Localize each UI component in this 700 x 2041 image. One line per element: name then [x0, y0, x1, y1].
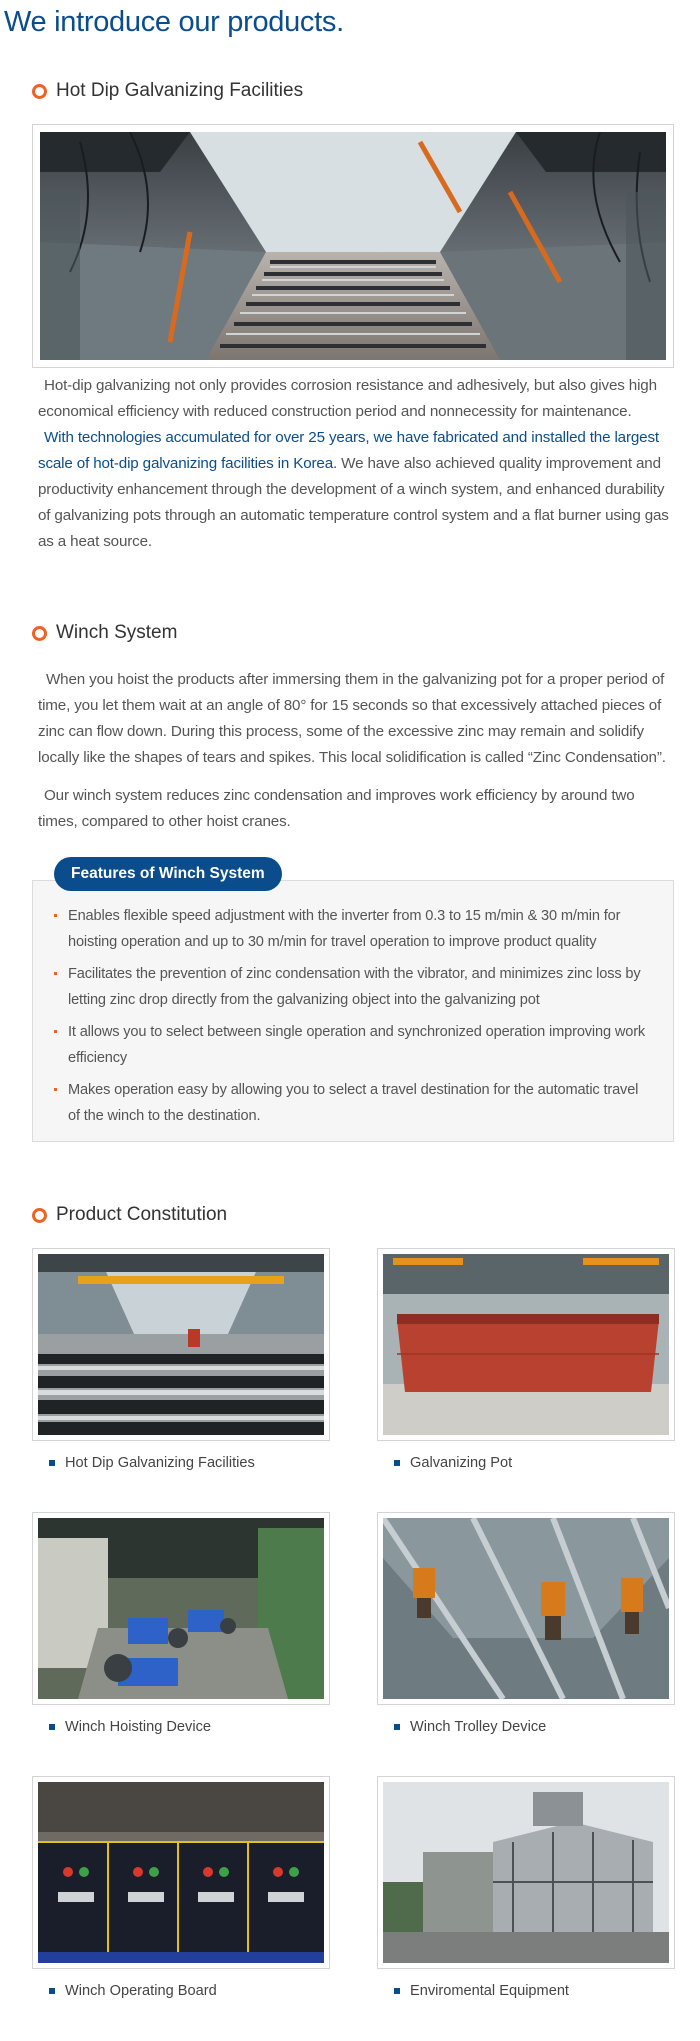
hdg-paragraph-1: Hot-dip galvanizing not only provides corrosion resistance and adhesively, but also gives high economical efficiency with reduced construction period and nonnecessity for maintenance.	[38, 377, 657, 420]
square-bullet-icon	[49, 1988, 55, 1994]
square-bullet-icon	[394, 1988, 400, 1994]
product-card	[377, 1248, 675, 1471]
product-caption: Winch Hoisting Device	[49, 1719, 330, 1735]
feature-item: Enables flexible speed adjustment with the inverter from 0.3 to 15 m/min & 30 m/min for hoisting operation and up to 30 m/min for travel operation to improve product quality	[52, 903, 652, 955]
circle-bullet-icon	[32, 84, 47, 99]
features-title-badge: Features of Winch System	[54, 857, 282, 891]
product-card	[377, 1776, 675, 1999]
product-card	[32, 1248, 330, 1471]
product-caption: Enviromental Equipment	[394, 1983, 675, 1999]
hdg-paragraph-2	[38, 425, 676, 555]
bullet-dot-icon	[54, 914, 57, 917]
hdg-paragraph-2-rest: We have also achieved quality improvement and productivity enhancement through the development of a winch system, and enhanced durability of galvanizing pots through an automatic temperature control system and a flat burner using gas as a heat source.	[38, 455, 669, 550]
product-image	[32, 1776, 330, 1969]
section-title-constitution	[32, 1204, 227, 1226]
square-bullet-icon	[394, 1460, 400, 1466]
product-caption: Galvanizing Pot	[394, 1455, 675, 1471]
bullet-dot-icon	[54, 972, 57, 975]
square-bullet-icon	[49, 1724, 55, 1730]
section-title-winch-label: Winch System	[56, 622, 178, 643]
square-bullet-icon	[49, 1460, 55, 1466]
features-list	[52, 903, 652, 1135]
product-caption: Winch Operating Board	[49, 1983, 330, 1999]
product-card	[32, 1512, 330, 1735]
product-caption: Winch Trolley Device	[394, 1719, 675, 1735]
section-title-winch	[32, 622, 177, 644]
circle-bullet-icon	[32, 1208, 47, 1223]
product-image	[377, 1776, 675, 1969]
environmental-equipment-photo	[383, 1782, 669, 1963]
winch-paragraph-1: When you hoist the products after immersing them in the galvanizing pot for a proper period of time, you let them wait at an angle of 80° for 15 seconds so that excessively attached pieces of zinc can flow down. During this process, some of the excessive zinc may remain and solidify locally like the shapes of tears and spikes. This local solidification is called “Zinc Condensation”.	[38, 671, 666, 766]
product-caption: Hot Dip Galvanizing Facilities	[49, 1455, 330, 1471]
operating-board-photo	[38, 1782, 324, 1963]
product-card	[377, 1512, 675, 1735]
winch-hoisting-photo	[38, 1518, 324, 1699]
product-image	[377, 1512, 675, 1705]
section-title-constitution-label: Product Constitution	[56, 1204, 228, 1225]
winch-paragraph-2: Our winch system reduces zinc condensation and improves work efficiency by around two times, compared to other hoist cranes.	[38, 787, 635, 830]
bullet-dot-icon	[54, 1030, 57, 1033]
feature-item: It allows you to select between single operation and synchronized operation improving work efficiency	[52, 1019, 652, 1071]
section-title-hdg	[32, 80, 303, 102]
hdg-facility-image	[32, 124, 674, 368]
galvanizing-pot-photo	[383, 1254, 669, 1435]
product-image	[377, 1248, 675, 1441]
galvanizing-line-photo	[38, 1254, 324, 1435]
feature-item: Facilitates the prevention of zinc condensation with the vibrator, and minimizes zinc loss by letting zinc drop directly from the galvanizing object into the galvanizing pot	[52, 961, 652, 1013]
hdg-highlight-text: With technologies accumulated for over 25 years, we have fabricated and installed the largest scale of hot-dip galvanizing facilities in Korea.	[38, 429, 659, 472]
galvanizing-facility-photo	[40, 132, 666, 360]
square-bullet-icon	[394, 1724, 400, 1730]
page-title: We introduce our products.	[4, 6, 344, 38]
feature-item: Makes operation easy by allowing you to select a travel destination for the automatic travel of the winch to the destination.	[52, 1077, 652, 1129]
product-image	[32, 1248, 330, 1441]
winch-trolley-photo	[383, 1518, 669, 1699]
product-card	[32, 1776, 330, 1999]
circle-bullet-icon	[32, 626, 47, 641]
section-title-hdg-label: Hot Dip Galvanizing Facilities	[56, 80, 304, 101]
bullet-dot-icon	[54, 1088, 57, 1091]
product-image	[32, 1512, 330, 1705]
